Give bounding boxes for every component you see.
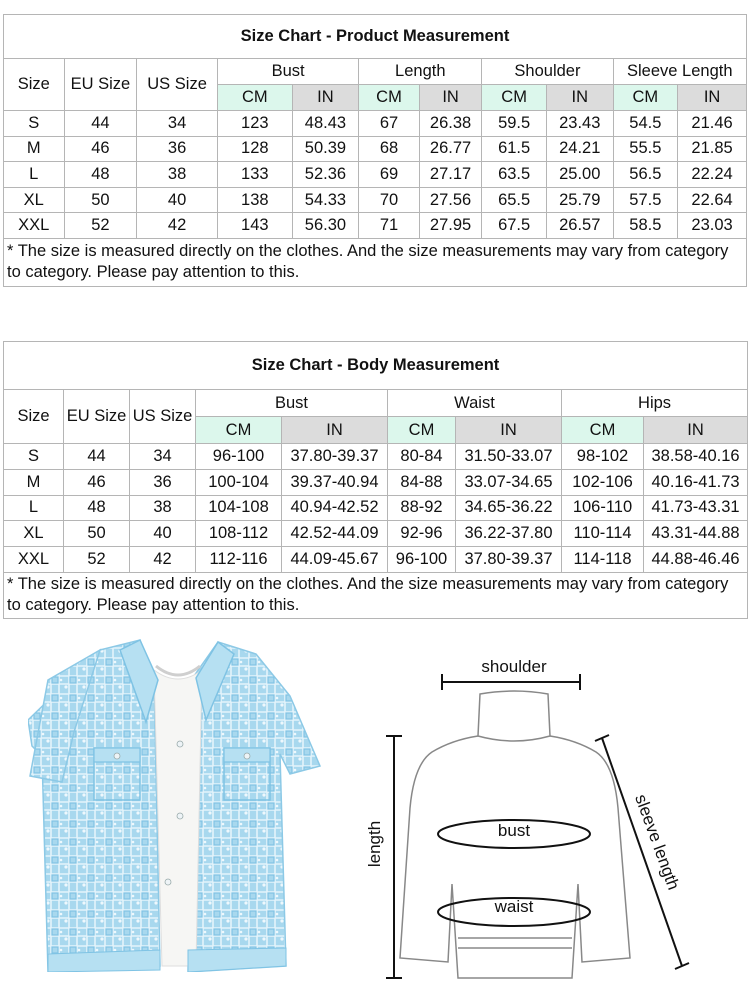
table-cell: 25.00 bbox=[546, 162, 613, 188]
table-cell: 106-110 bbox=[562, 495, 644, 521]
table-cell: 34 bbox=[137, 111, 218, 137]
table-cell: 96-100 bbox=[388, 547, 456, 573]
cm-header: CM bbox=[196, 417, 282, 444]
table-row bbox=[4, 521, 748, 547]
us-size-header: US Size bbox=[137, 59, 218, 111]
table-cell: 128 bbox=[217, 136, 292, 162]
bust-header: Bust bbox=[196, 390, 388, 417]
cm-header: CM bbox=[388, 417, 456, 444]
table-cell: 57.5 bbox=[613, 187, 678, 213]
length-header: Length bbox=[359, 59, 482, 85]
table-cell: 27.17 bbox=[419, 162, 482, 188]
waist-header: Waist bbox=[388, 390, 562, 417]
table-row bbox=[4, 111, 747, 137]
table-cell: 22.64 bbox=[678, 187, 747, 213]
table-cell: 112-116 bbox=[196, 547, 282, 573]
in-header: IN bbox=[282, 417, 388, 444]
in-header: IN bbox=[456, 417, 562, 444]
table-cell: 71 bbox=[359, 213, 420, 239]
table-cell: 56.30 bbox=[292, 213, 359, 239]
table-cell: 56.5 bbox=[613, 162, 678, 188]
table-cell: 40.16-41.73 bbox=[644, 469, 748, 495]
table-cell: 33.07-34.65 bbox=[456, 469, 562, 495]
waist-label: waist bbox=[494, 897, 534, 916]
in-header: IN bbox=[546, 85, 613, 111]
table-cell: 67 bbox=[359, 111, 420, 137]
table-row bbox=[4, 136, 747, 162]
cm-header: CM bbox=[482, 85, 547, 111]
table-cell: 44.09-45.67 bbox=[282, 547, 388, 573]
table-cell: 34 bbox=[130, 444, 196, 470]
product-size-chart bbox=[3, 14, 747, 287]
table-cell: 114-118 bbox=[562, 547, 644, 573]
table-cell: 44 bbox=[64, 444, 130, 470]
bust-header: Bust bbox=[217, 59, 358, 85]
table-cell: 52.36 bbox=[292, 162, 359, 188]
size-header: Size bbox=[4, 390, 64, 444]
table-cell: XL bbox=[4, 521, 64, 547]
table-cell: 40.94-42.52 bbox=[282, 495, 388, 521]
table-cell: 100-104 bbox=[196, 469, 282, 495]
table-cell: 27.56 bbox=[419, 187, 482, 213]
table-cell: M bbox=[4, 469, 64, 495]
table-cell: 46 bbox=[64, 136, 137, 162]
table-row bbox=[4, 495, 748, 521]
table-cell: 88-92 bbox=[388, 495, 456, 521]
table-cell: 39.37-40.94 bbox=[282, 469, 388, 495]
bust-label: bust bbox=[497, 821, 531, 840]
table-cell: 98-102 bbox=[562, 444, 644, 470]
table-cell: 42 bbox=[137, 213, 218, 239]
table-cell: 21.85 bbox=[678, 136, 747, 162]
table-cell: 21.46 bbox=[678, 111, 747, 137]
in-header: IN bbox=[678, 85, 747, 111]
table-cell: 36.22-37.80 bbox=[456, 521, 562, 547]
table-cell: L bbox=[4, 495, 64, 521]
table-cell: 50 bbox=[64, 187, 137, 213]
measurement-note: * The size is measured directly on the clothes. And the size measurements may vary from category to category. Please pay attention to this. bbox=[4, 572, 748, 618]
table-cell: 48.43 bbox=[292, 111, 359, 137]
sleeve-length-header: Sleeve Length bbox=[613, 59, 746, 85]
eu-size-header: EU Size bbox=[64, 59, 137, 111]
hips-header: Hips bbox=[562, 390, 748, 417]
chart-title: Size Chart - Body Measurement bbox=[4, 342, 748, 390]
table-cell: 50.39 bbox=[292, 136, 359, 162]
table-cell: 38 bbox=[137, 162, 218, 188]
in-header: IN bbox=[292, 85, 359, 111]
table-cell: 25.79 bbox=[546, 187, 613, 213]
table-cell: 34.65-36.22 bbox=[456, 495, 562, 521]
table-cell: 37.80-39.37 bbox=[282, 444, 388, 470]
table-cell: 69 bbox=[359, 162, 420, 188]
shoulder-header: Shoulder bbox=[482, 59, 613, 85]
length-label: length bbox=[365, 820, 384, 868]
size-header: Size bbox=[4, 59, 65, 111]
table-cell: 48 bbox=[64, 162, 137, 188]
table-cell: M bbox=[4, 136, 65, 162]
table-cell: S bbox=[4, 111, 65, 137]
table-cell: 63.5 bbox=[482, 162, 547, 188]
table-cell: L bbox=[4, 162, 65, 188]
table-cell: 104-108 bbox=[196, 495, 282, 521]
table-cell: XXL bbox=[4, 547, 64, 573]
table-cell: 84-88 bbox=[388, 469, 456, 495]
table-cell: 38.58-40.16 bbox=[644, 444, 748, 470]
eu-size-header: EU Size bbox=[64, 390, 130, 444]
table-cell: 92-96 bbox=[388, 521, 456, 547]
cm-header: CM bbox=[613, 85, 678, 111]
table-row bbox=[4, 469, 748, 495]
table-cell: 22.24 bbox=[678, 162, 747, 188]
table-cell: 133 bbox=[217, 162, 292, 188]
cm-header: CM bbox=[562, 417, 644, 444]
table-cell: 80-84 bbox=[388, 444, 456, 470]
table-cell: 24.21 bbox=[546, 136, 613, 162]
table-cell: XL bbox=[4, 187, 65, 213]
measurement-diagram bbox=[352, 648, 712, 993]
table-cell: 68 bbox=[359, 136, 420, 162]
table-cell: 96-100 bbox=[196, 444, 282, 470]
table-cell: 70 bbox=[359, 187, 420, 213]
table-cell: 55.5 bbox=[613, 136, 678, 162]
chart-title: Size Chart - Product Measurement bbox=[4, 15, 747, 59]
table-cell: 26.38 bbox=[419, 111, 482, 137]
in-header: IN bbox=[644, 417, 748, 444]
table-cell: 26.77 bbox=[419, 136, 482, 162]
shirt-product-image bbox=[28, 636, 328, 972]
table-cell: 23.43 bbox=[546, 111, 613, 137]
table-cell: XXL bbox=[4, 213, 65, 239]
table-cell: 110-114 bbox=[562, 521, 644, 547]
table-cell: 65.5 bbox=[482, 187, 547, 213]
table-cell: 31.50-33.07 bbox=[456, 444, 562, 470]
sleeve-length-label: sleeve length bbox=[631, 791, 684, 893]
table-cell: 54.5 bbox=[613, 111, 678, 137]
table-row bbox=[4, 444, 748, 470]
table-cell: 48 bbox=[64, 495, 130, 521]
table-cell: 123 bbox=[217, 111, 292, 137]
table-row bbox=[4, 187, 747, 213]
measurement-note: * The size is measured directly on the clothes. And the size measurements may vary from category to category. Please pay attention to this. bbox=[4, 238, 747, 286]
table-cell: 61.5 bbox=[482, 136, 547, 162]
table-cell: 26.57 bbox=[546, 213, 613, 239]
table-cell: 41.73-43.31 bbox=[644, 495, 748, 521]
cm-header: CM bbox=[217, 85, 292, 111]
table-cell: 23.03 bbox=[678, 213, 747, 239]
table-cell: 50 bbox=[64, 521, 130, 547]
table-cell: 36 bbox=[130, 469, 196, 495]
table-cell: 54.33 bbox=[292, 187, 359, 213]
table-cell: 40 bbox=[137, 187, 218, 213]
table-cell: 44.88-46.46 bbox=[644, 547, 748, 573]
table-row bbox=[4, 162, 747, 188]
table-cell: 59.5 bbox=[482, 111, 547, 137]
table-cell: 40 bbox=[130, 521, 196, 547]
table-cell: 42.52-44.09 bbox=[282, 521, 388, 547]
table-cell: 42 bbox=[130, 547, 196, 573]
table-cell: 37.80-39.37 bbox=[456, 547, 562, 573]
table-cell: 36 bbox=[137, 136, 218, 162]
cm-header: CM bbox=[359, 85, 420, 111]
table-cell: 52 bbox=[64, 213, 137, 239]
body-size-chart bbox=[3, 341, 748, 619]
table-cell: 143 bbox=[217, 213, 292, 239]
us-size-header: US Size bbox=[130, 390, 196, 444]
shoulder-label: shoulder bbox=[481, 657, 547, 676]
table-cell: 58.5 bbox=[613, 213, 678, 239]
table-cell: 108-112 bbox=[196, 521, 282, 547]
table-cell: 67.5 bbox=[482, 213, 547, 239]
table-cell: 43.31-44.88 bbox=[644, 521, 748, 547]
table-cell: 27.95 bbox=[419, 213, 482, 239]
table-cell: S bbox=[4, 444, 64, 470]
table-cell: 38 bbox=[130, 495, 196, 521]
table-row bbox=[4, 547, 748, 573]
table-row bbox=[4, 213, 747, 239]
table-cell: 138 bbox=[217, 187, 292, 213]
table-cell: 46 bbox=[64, 469, 130, 495]
table-cell: 44 bbox=[64, 111, 137, 137]
table-cell: 52 bbox=[64, 547, 130, 573]
in-header: IN bbox=[419, 85, 482, 111]
table-cell: 102-106 bbox=[562, 469, 644, 495]
